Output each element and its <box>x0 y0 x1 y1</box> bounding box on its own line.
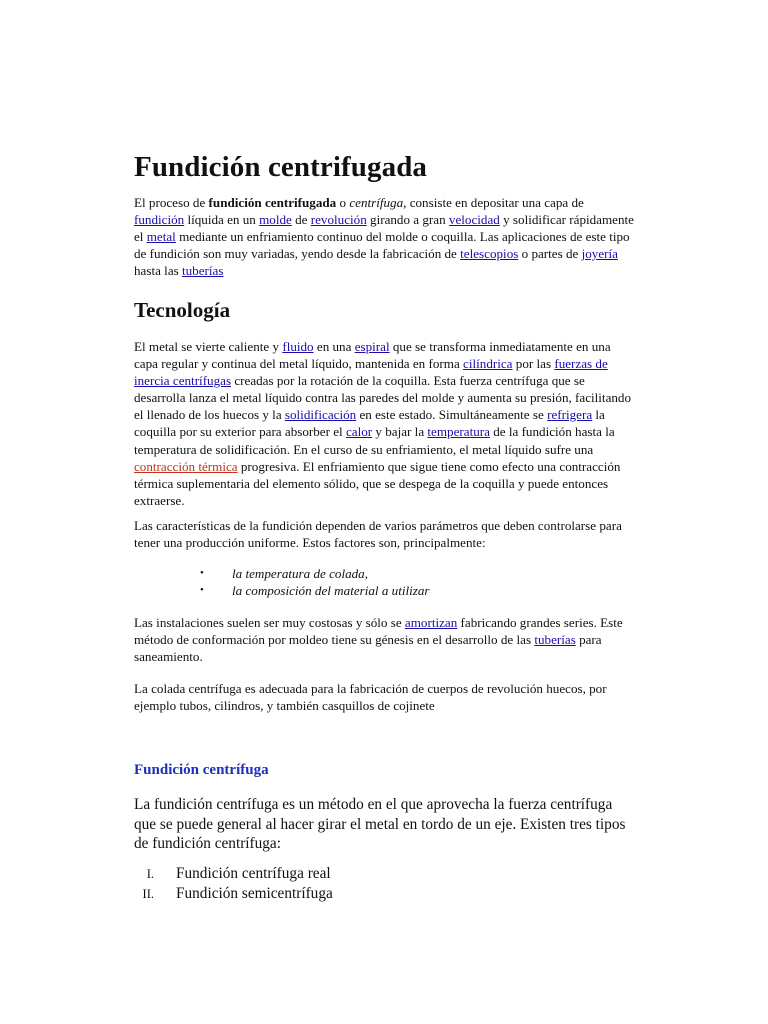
section-heading-centrifuga: Fundición centrífuga <box>134 762 269 778</box>
link-joyeria[interactable]: joyería <box>581 246 618 262</box>
tecnologia-paragraph-4: La colada centrífuga es adecuada para la fabricación de cuerpos de revolución huecos, por ejemplo tubos, cilindros, y también casquillos de cojinete <box>134 681 607 714</box>
list-label: Fundición centrífuga real <box>176 865 331 882</box>
tecnologia-paragraph-1 <box>134 338 634 509</box>
intro-paragraph <box>134 194 634 279</box>
text: o partes de <box>518 246 582 262</box>
text: Las instalaciones suelen ser muy costosas y sólo se <box>134 615 405 630</box>
list-item <box>134 884 634 904</box>
text: por las <box>512 356 555 372</box>
link-revolucion[interactable]: revolución <box>310 212 367 228</box>
bold-term: fundición centrifugada <box>208 195 337 210</box>
text: la coquilla por su exterior para absorber el <box>134 407 605 440</box>
italic-term: centrífuga <box>349 195 404 210</box>
types-list <box>134 864 634 904</box>
link-amortizan[interactable]: amortizan <box>404 615 458 630</box>
text: en este estado. Simultáneamente se <box>356 407 548 423</box>
text: de <box>291 212 311 228</box>
text: o <box>336 195 350 210</box>
tecnologia-paragraph-3 <box>134 614 634 665</box>
list-item: • la composición del material a utilizar <box>134 582 634 599</box>
text: que se transforma inmediatamente en una capa regular y continua del metal líquido, mantenida en forma <box>134 339 611 372</box>
link-tuberias[interactable]: tuberías <box>182 263 224 279</box>
tecnologia-paragraph-2: Las características de la fundición dependen de varios parámetros que deben controlarse para tener una producción uniforme. Estos factores son, principalmente: <box>134 518 622 551</box>
link-fundicion[interactable]: fundición <box>134 212 185 228</box>
page-title: Fundición centrifugada <box>134 151 428 183</box>
text: creadas por la rotación de la coquilla. Esta fuerza centrífuga que se desarrolla lanza el metal líquido contra las paredes del molde y aumenta su presión, facilitando el llenado de los huecos y la <box>134 373 632 423</box>
link-temperatura[interactable]: temperatura <box>427 424 490 440</box>
link-telescopios[interactable]: telescopios <box>460 246 519 262</box>
text: , consiste en depositar una capa de <box>403 195 584 210</box>
section-heading-tecnologia: Tecnología <box>134 298 231 322</box>
list-number: I. <box>146 867 154 881</box>
text: para saneamiento. <box>134 632 602 665</box>
list-item: • la temperatura de colada, <box>134 565 634 582</box>
factors-list <box>134 565 634 599</box>
link-velocidad[interactable]: velocidad <box>448 212 500 228</box>
link-refrigera[interactable]: refrigera <box>547 407 593 423</box>
link-metal[interactable]: metal <box>146 229 176 245</box>
text: líquida en un <box>184 212 260 228</box>
text: y solidificar rápidamente el <box>134 212 634 245</box>
link-calor[interactable]: calor <box>345 424 373 440</box>
link-fuerzas-inercia[interactable]: fuerzas de inercia centrífugas <box>134 356 608 389</box>
text: mediante un enfriamiento continuo del molde o coquilla. Las aplicaciones de este tipo de fundición son muy variadas, yendo desde la fabricación de <box>134 229 630 262</box>
text: de la fundición hasta la temperatura de solidificación. En el curso de su enfriamiento, el metal líquido sufre una <box>134 424 615 457</box>
text: girando a gran <box>366 212 449 228</box>
link-espiral[interactable]: espiral <box>354 339 390 354</box>
link-solidificacion[interactable]: solidificación <box>284 407 357 423</box>
link-cilindrica[interactable]: cilíndrica <box>463 356 513 372</box>
link-fluido[interactable]: fluido <box>282 339 314 354</box>
text: y bajar la <box>372 424 428 440</box>
text: El metal se vierte caliente y <box>134 339 283 354</box>
link-contraccion-termica[interactable]: contracción térmica <box>134 458 238 474</box>
text: hasta las <box>134 263 182 279</box>
link-molde[interactable]: molde <box>259 212 292 228</box>
text: progresiva. El enfriamiento que sigue tiene como efecto una contracción térmica suplementaria del elemento sólido, que se despega de la coquilla y puede entonces extraerse. <box>134 458 621 508</box>
link-tuberias-2[interactable]: tuberías <box>534 632 576 648</box>
centrifuga-paragraph: La fundición centrífuga es un método en el que aprovecha la fuerza centrífuga que se puede general al hacer girar el metal en tordo de un eje. Existen tres tipos de fundición centrífuga: <box>134 796 626 852</box>
text: El proceso de <box>134 195 209 210</box>
list-item <box>134 864 634 884</box>
list-number: II. <box>142 887 154 901</box>
text: fabricando grandes series. Este método de conformación por moldeo tiene su génesis en el desarrollo de las <box>134 615 623 648</box>
list-label: Fundición semicentrífuga <box>176 885 333 902</box>
text: en una <box>313 339 355 354</box>
